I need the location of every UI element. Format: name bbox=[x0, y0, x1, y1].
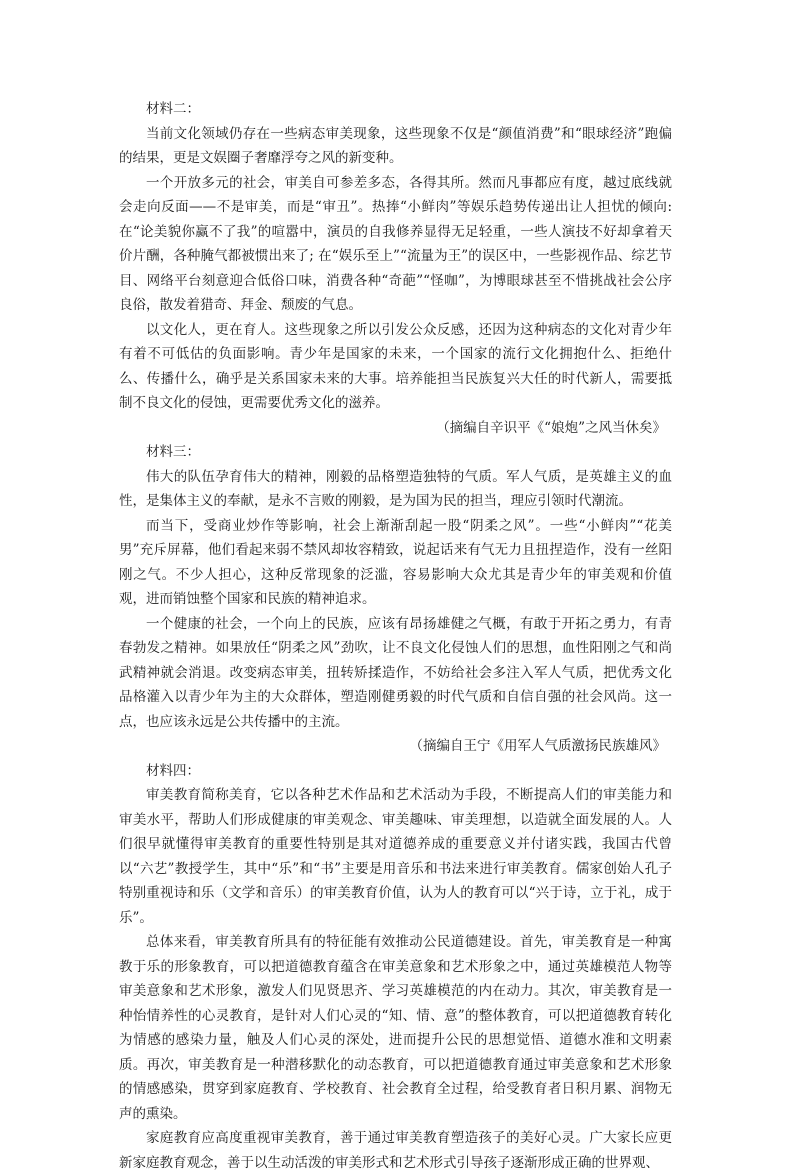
material2-paragraph-2: 一个开放多元的社会，审美自可参差多态，各得其所。然而凡事都应有度，越过底线就会走向反面——不是审美，而是“审丑”。热捧“小鲜肉”等娱乐趋势传递出让人担忧的倾向: 在“论美貌你赢不了我”的喧嚣中，演员的自我修养显得无足轻重，一些人演技不好却拿着天价片酬，各种腌气都被惯出来了; 在“娱乐至上”“流量为王”的误区中，一些影视作品、综艺节目、网络平台刻意迎合低俗口味，消费各种“奇葩”“怪咖”，为博眼球甚至不惜挑战社会公序良俗，散发着猎奇、拜金、颓废的气息。 bbox=[119, 174, 672, 313]
material4-paragraph-3: 家庭教育应高度重视审美教育，善于通过审美教育塑造孩子的美好心灵。广大家长应更新家庭教育观念，善于以生动活泼的审美形式和艺术形式引导孩子逐渐形成正确的世界观、 bbox=[119, 1130, 672, 1171]
material3-heading: 材料三： bbox=[146, 444, 200, 460]
material2-paragraph-3: 以文化人，更在育人。这些现象之所以引发公众反感，还因为这种病态的文化对青少年有着不可低估的负面影响。青少年是国家的未来，一个国家的流行文化拥抱什么、拒绝什么、传播什么，确乎是关系国家未来的大事。培养能担当民族复兴大任的时代新人，需要抵制不良文化的侵蚀，更需要优秀文化的滋养。 bbox=[119, 321, 672, 411]
material4-heading: 材料四： bbox=[146, 762, 200, 779]
material3-source: （摘编自王宁《用军人气质激扬民族雄风》 bbox=[409, 738, 666, 754]
material4-paragraph-2: 总体来看，审美教育所具有的特征能有效推动公民道德建设。首先，审美教育是一种寓教于乐的形象教育，可以把道德教育蕴含在审美意象和艺术形象之中，通过英雄模范人物等审美意象和艺术形象，激发人们见贤思齐、学习英雄模范的内在动力。其次，审美教育是一种怡情养性的心灵教育，是针对人们心灵的“知、情、意”的整体教育，可以把道德教育转化为情感的感染力量，触及人们心灵的深处，进而提升公民的思想觉悟、道德水准和文明素质。再次，审美教育是一种潜移默化的动态教育，可以把道德教育通过审美意象和艺术形象的情感感染，贯穿到家庭教育、学校教育、社会教育全过程，给受教育者日积月累、润物无声的熏染。 bbox=[119, 934, 672, 1122]
material3-paragraph-3: 一个健康的社会，一个向上的民族，应该有昂扬雄健之气概，有敢于开拓之勇力，有青春勃发之精神。如果放任“阴柔之风”劲吹，让不良文化侵蚀人们的思想，血性阳刚之气和尚武精神就会消退。改变病态审美，扭转矫揉造作，不妨给社会多注入军人气质，把优秀文化品格灌入以青少年为主的大众群体，塑造刚健勇毅的时代气质和自信自强的社会风尚。这一点，也应该永远是公共传播中的主流。 bbox=[119, 615, 672, 730]
material2-source: （摘编自辛识平《“娘炮”之风当休矣》 bbox=[436, 419, 666, 436]
material3-paragraph-1: 伟大的队伍孕育伟大的精神，刚毅的品格塑造独特的气质。军人气质，是英雄主义的血性，是集体主义的奉献，是永不言败的刚毅，是为国为民的担当，理应引领时代潮流。 bbox=[119, 468, 672, 509]
material2-paragraph-1: 当前文化领域仍存在一些病态审美现象，这些现象不仅是“颜值消费”和“眼球经济”跑偏的结果，更是文娱圈子奢靡浮夸之风的新变种。 bbox=[119, 125, 672, 166]
document-page bbox=[119, 97, 672, 1175]
material4-paragraph-1: 审美教育简称美育，它以各种艺术作品和艺术活动为手段，不断提高人们的审美能力和审美水平，帮助人们形成健康的审美观念、审美趣味、审美理想，以造就全面发展的人。人们很早就懂得审美教育的重要性特别是其对道德养成的重要意义并付诸实践，我国古代曾以“六艺”教授学生，其中“乐”和“书”主要是用音乐和书法来进行审美教育。儒家创始人孔子特别重视诗和乐（文学和音乐）的审美教育价值，认为人的教育可以“兴于诗，立于礼，成于乐”。 bbox=[119, 787, 672, 926]
material2-heading: 材料二： bbox=[146, 101, 200, 117]
material3-paragraph-2: 而当下，受商业炒作等影响，社会上渐渐刮起一股“阴柔之风”。一些“小鲜肉”“花美男”充斥屏幕，他们看起来弱不禁风却妆容精致，说起话来有气无力且扭捏造作，没有一丝阳刚之气。不少人担心，这种反常现象的泛滥，容易影响大众尤其是青少年的审美观和价值观，进而销蚀整个国家和民族的精神追求。 bbox=[119, 517, 672, 607]
